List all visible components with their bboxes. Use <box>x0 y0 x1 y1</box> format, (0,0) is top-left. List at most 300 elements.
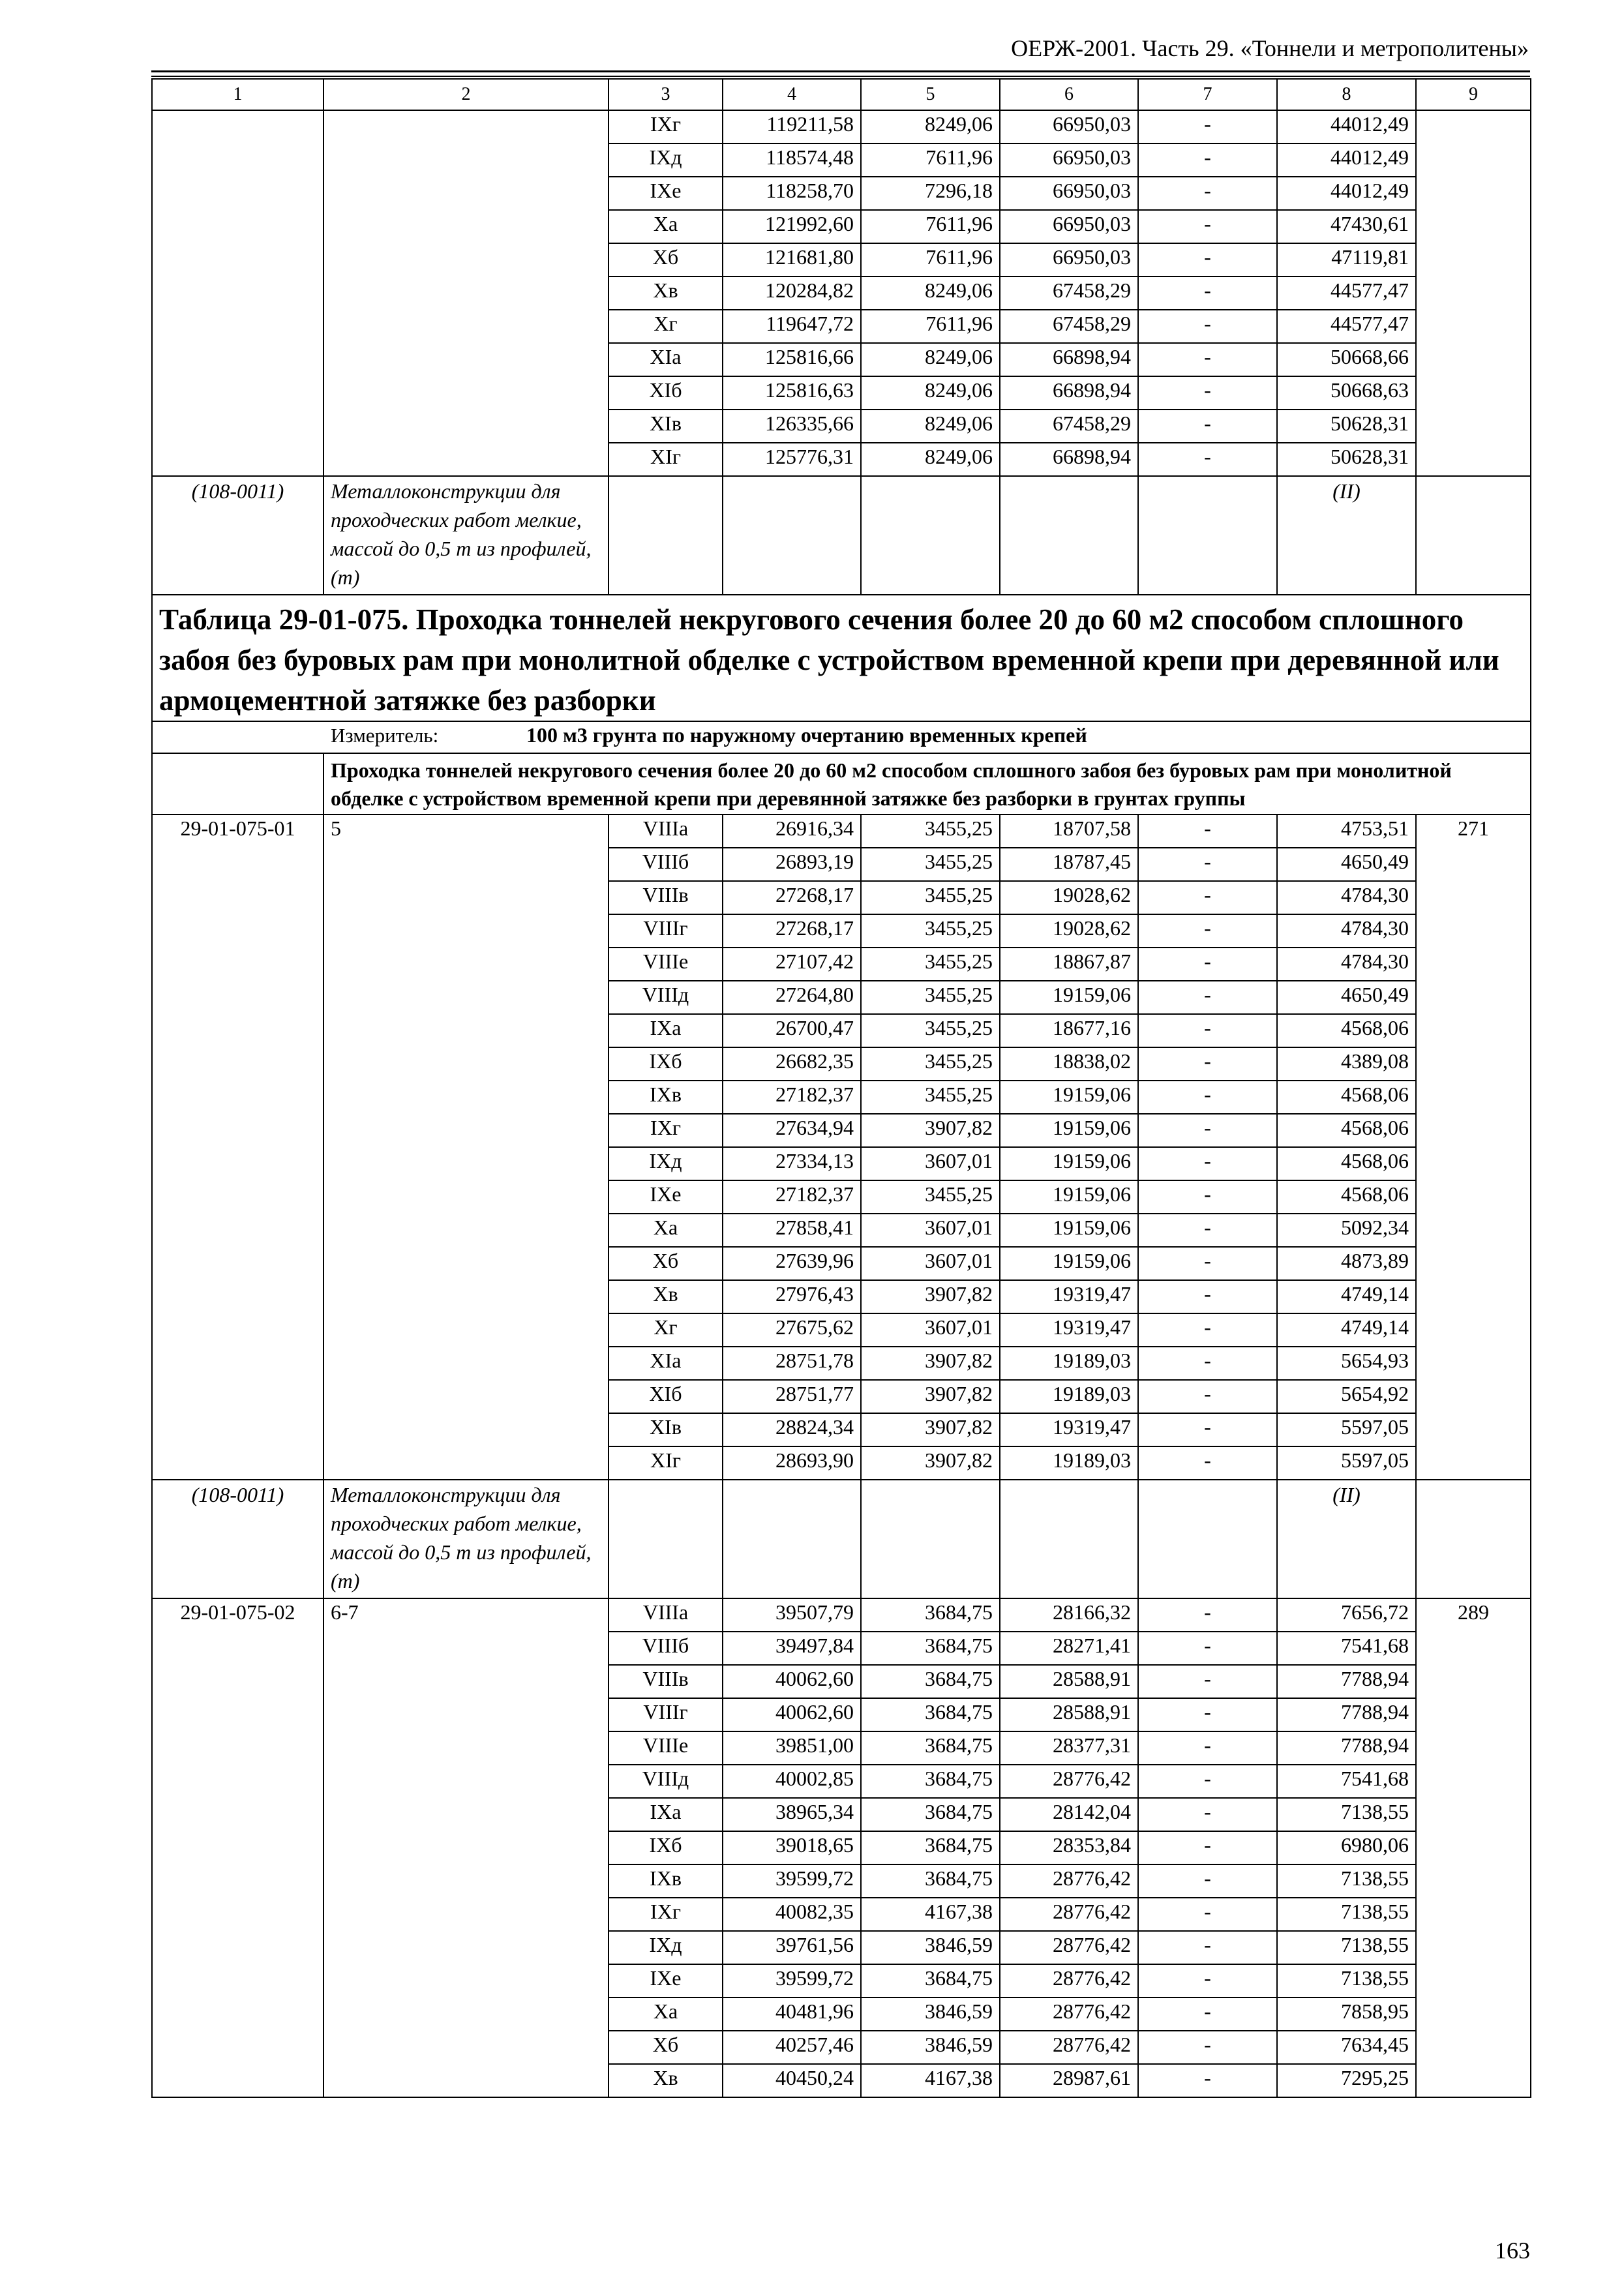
wages-cell: 3907,82 <box>861 1280 1000 1313</box>
machine-cost-cell: 28166,32 <box>1000 1598 1138 1632</box>
direct-cost-cell: 119647,72 <box>723 310 861 343</box>
soil-category-cell: IXг <box>609 110 723 143</box>
direct-cost-cell: 40257,46 <box>723 2031 861 2064</box>
wages-cell: 3907,82 <box>861 1347 1000 1380</box>
machine-cost-cell: 18707,58 <box>1000 815 1138 848</box>
soil-category-cell: IXе <box>609 177 723 210</box>
wages-cell: 3684,75 <box>861 1598 1000 1632</box>
driver-wages-cell: - <box>1138 1214 1277 1247</box>
materials-cost-cell: 4650,49 <box>1277 981 1416 1014</box>
driver-wages-cell: - <box>1138 1114 1277 1147</box>
empty-cell <box>861 476 1000 595</box>
driver-wages-cell: - <box>1138 881 1277 914</box>
driver-wages-cell: - <box>1138 1765 1277 1798</box>
direct-cost-cell: 40082,35 <box>723 1898 861 1931</box>
soil-category-cell: Xб <box>609 2031 723 2064</box>
measure-label: Измеритель: <box>331 724 439 747</box>
soil-category-cell: VIIIг <box>609 914 723 948</box>
soil-category-cell: IXе <box>609 1964 723 1997</box>
machine-cost-cell: 28776,42 <box>1000 1997 1138 2031</box>
direct-cost-cell: 120284,82 <box>723 277 861 310</box>
machine-cost-cell: 28776,42 <box>1000 1898 1138 1931</box>
wages-cell: 4167,38 <box>861 1898 1000 1931</box>
machine-cost-cell: 19159,06 <box>1000 1180 1138 1214</box>
soil-category-cell: IXд <box>609 1931 723 1964</box>
machine-cost-cell: 66898,94 <box>1000 443 1138 476</box>
wages-cell: 3846,59 <box>861 1997 1000 2031</box>
material-code: (108-0011) <box>152 476 323 595</box>
direct-cost-cell: 27268,17 <box>723 881 861 914</box>
soil-group: 6-7 <box>323 1598 609 2097</box>
soil-category-cell: VIIIб <box>609 848 723 881</box>
machine-cost-cell: 19319,47 <box>1000 1280 1138 1313</box>
direct-cost-cell: 28751,77 <box>723 1380 861 1413</box>
wages-cell: 3684,75 <box>861 1632 1000 1665</box>
soil-category-cell: Xб <box>609 1247 723 1280</box>
soil-category-cell: Xг <box>609 310 723 343</box>
soil-category-cell: IXе <box>609 1180 723 1214</box>
direct-cost-cell: 28751,78 <box>723 1347 861 1380</box>
soil-category-cell: Xг <box>609 1313 723 1347</box>
materials-cost-cell: 4749,14 <box>1277 1313 1416 1347</box>
rate-code: 29-01-075-01 <box>152 815 323 1480</box>
materials-cost-cell: 4568,06 <box>1277 1081 1416 1114</box>
material-code: (108-0011) <box>152 1480 323 1598</box>
machine-cost-cell: 18838,02 <box>1000 1047 1138 1081</box>
machine-cost-cell: 19159,06 <box>1000 981 1138 1014</box>
driver-wages-cell: - <box>1138 1964 1277 1997</box>
column-number: 6 <box>1000 79 1138 110</box>
materials-cost-cell: 50668,63 <box>1277 376 1416 410</box>
direct-cost-cell: 39018,65 <box>723 1831 861 1864</box>
soil-group: 5 <box>323 815 609 1480</box>
wages-cell: 3907,82 <box>861 1413 1000 1446</box>
machine-cost-cell: 19159,06 <box>1000 1214 1138 1247</box>
direct-cost-cell: 40002,85 <box>723 1765 861 1798</box>
empty-cell <box>1000 1480 1138 1598</box>
machine-cost-cell: 28353,84 <box>1000 1831 1138 1864</box>
soil-category-cell: Xв <box>609 2064 723 2097</box>
driver-wages-cell: - <box>1138 1347 1277 1380</box>
soil-category-cell: IXд <box>609 1147 723 1180</box>
table-title: Таблица 29-01-075. Проходка тоннелей некругового сечения более 20 до 60 м2 способом сплошного забоя без буровых рам при монолитной обделке с устройством временной крепи при деревянной или армоцементной затяжке без разборки <box>152 595 1531 721</box>
table-row <box>152 815 1531 848</box>
materials-cost-cell: 7541,68 <box>1277 1632 1416 1665</box>
driver-wages-cell: - <box>1138 948 1277 981</box>
column-number-row <box>152 79 1531 110</box>
driver-wages-cell: - <box>1138 1798 1277 1831</box>
materials-cost-cell: 6980,06 <box>1277 1831 1416 1864</box>
empty-cell <box>861 1480 1000 1598</box>
materials-cost-cell: 7634,45 <box>1277 2031 1416 2064</box>
wages-cell: 7611,96 <box>861 310 1000 343</box>
column-number: 2 <box>323 79 609 110</box>
wages-cell: 3455,25 <box>861 981 1000 1014</box>
soil-category-cell: IXг <box>609 1114 723 1147</box>
materials-cost-cell: 7138,55 <box>1277 1798 1416 1831</box>
column-number: 7 <box>1138 79 1277 110</box>
wages-cell: 8249,06 <box>861 443 1000 476</box>
driver-wages-cell: - <box>1138 1180 1277 1214</box>
wages-cell: 3455,25 <box>861 948 1000 981</box>
direct-cost-cell: 38965,34 <box>723 1798 861 1831</box>
materials-cost-cell: 44577,47 <box>1277 277 1416 310</box>
direct-cost-cell: 39507,79 <box>723 1598 861 1632</box>
labor-cell <box>1416 110 1531 476</box>
wages-cell: 7611,96 <box>861 210 1000 243</box>
soil-category-cell: XIа <box>609 343 723 376</box>
wages-cell: 3907,82 <box>861 1446 1000 1480</box>
materials-cost-cell: 50628,31 <box>1277 410 1416 443</box>
driver-wages-cell: - <box>1138 1831 1277 1864</box>
machine-cost-cell: 19028,62 <box>1000 914 1138 948</box>
empty-cell <box>1416 1480 1531 1598</box>
machine-cost-cell: 28588,91 <box>1000 1698 1138 1731</box>
direct-cost-cell: 40062,60 <box>723 1698 861 1731</box>
column-number: 8 <box>1277 79 1416 110</box>
machine-cost-cell: 67458,29 <box>1000 310 1138 343</box>
materials-cost-cell: 4873,89 <box>1277 1247 1416 1280</box>
machine-cost-cell: 66950,03 <box>1000 143 1138 177</box>
materials-cost-cell: 50628,31 <box>1277 443 1416 476</box>
soil-category-cell: Xб <box>609 243 723 277</box>
table-row <box>152 110 1531 143</box>
empty-cell <box>609 1480 723 1598</box>
code-cell <box>152 110 323 476</box>
wages-cell: 3684,75 <box>861 1765 1000 1798</box>
wages-cell: 3455,25 <box>861 1081 1000 1114</box>
direct-cost-cell: 40450,24 <box>723 2064 861 2097</box>
empty-cell <box>723 1480 861 1598</box>
direct-cost-cell: 118574,48 <box>723 143 861 177</box>
machine-cost-cell: 19159,06 <box>1000 1247 1138 1280</box>
running-header: ОЕРЖ-2001. Часть 29. «Тоннели и метрополитены» <box>1011 35 1529 61</box>
materials-cost-cell: 4784,30 <box>1277 881 1416 914</box>
materials-cost-cell: 5092,34 <box>1277 1214 1416 1247</box>
name-cell <box>323 110 609 476</box>
soil-category-cell: VIIIд <box>609 981 723 1014</box>
direct-cost-cell: 27268,17 <box>723 914 861 948</box>
machine-cost-cell: 28142,04 <box>1000 1798 1138 1831</box>
machine-cost-cell: 19159,06 <box>1000 1147 1138 1180</box>
materials-cost-cell: 4389,08 <box>1277 1047 1416 1081</box>
materials-cost-cell: 5654,93 <box>1277 1347 1416 1380</box>
machine-cost-cell: 28776,42 <box>1000 1765 1138 1798</box>
direct-cost-cell: 27182,37 <box>723 1180 861 1214</box>
direct-cost-cell: 27858,41 <box>723 1214 861 1247</box>
soil-category-cell: XIв <box>609 410 723 443</box>
machine-cost-cell: 19319,47 <box>1000 1313 1138 1347</box>
materials-cost-cell: 50668,66 <box>1277 343 1416 376</box>
driver-wages-cell: - <box>1138 1864 1277 1898</box>
materials-cost-cell: 7788,94 <box>1277 1698 1416 1731</box>
driver-wages-cell: - <box>1138 1997 1277 2031</box>
materials-cost-cell: 4568,06 <box>1277 1147 1416 1180</box>
driver-wages-cell: - <box>1138 410 1277 443</box>
machine-cost-cell: 28776,42 <box>1000 1964 1138 1997</box>
materials-cost-cell: 47119,81 <box>1277 243 1416 277</box>
wages-cell: 3684,75 <box>861 1798 1000 1831</box>
wages-cell: 3846,59 <box>861 2031 1000 2064</box>
driver-wages-cell: - <box>1138 110 1277 143</box>
wages-cell: 3455,25 <box>861 1014 1000 1047</box>
soil-category-cell: IXа <box>609 1798 723 1831</box>
wages-cell: 3684,75 <box>861 1698 1000 1731</box>
direct-cost-cell: 125816,63 <box>723 376 861 410</box>
direct-cost-cell: 28693,90 <box>723 1446 861 1480</box>
driver-wages-cell: - <box>1138 1247 1277 1280</box>
driver-wages-cell: - <box>1138 210 1277 243</box>
materials-cost-cell: 4753,51 <box>1277 815 1416 848</box>
materials-cost-cell: 44577,47 <box>1277 310 1416 343</box>
wages-cell: 3455,25 <box>861 848 1000 881</box>
wages-cell: 3607,01 <box>861 1147 1000 1180</box>
machine-cost-cell: 19159,06 <box>1000 1114 1138 1147</box>
material-row <box>152 1480 1531 1598</box>
column-number: 9 <box>1416 79 1531 110</box>
column-number: 3 <box>609 79 723 110</box>
materials-cost-cell: 4784,30 <box>1277 914 1416 948</box>
driver-wages-cell: - <box>1138 1632 1277 1665</box>
materials-cost-cell: 7138,55 <box>1277 1864 1416 1898</box>
machine-cost-cell: 19189,03 <box>1000 1446 1138 1480</box>
rates-table <box>151 78 1531 2098</box>
material-unit: (II) <box>1277 476 1416 595</box>
driver-wages-cell: - <box>1138 2064 1277 2097</box>
soil-category-cell: VIIIв <box>609 1665 723 1698</box>
table-row <box>152 1598 1531 1632</box>
direct-cost-cell: 27675,62 <box>723 1313 861 1347</box>
column-number: 4 <box>723 79 861 110</box>
header-rule <box>151 70 1530 72</box>
driver-wages-cell: - <box>1138 310 1277 343</box>
soil-category-cell: VIIIе <box>609 948 723 981</box>
materials-cost-cell: 7858,95 <box>1277 1997 1416 2031</box>
soil-category-cell: Xа <box>609 1214 723 1247</box>
direct-cost-cell: 27264,80 <box>723 981 861 1014</box>
table-title-row <box>152 595 1531 721</box>
wages-cell: 3684,75 <box>861 1964 1000 1997</box>
materials-cost-cell: 5597,05 <box>1277 1446 1416 1480</box>
direct-cost-cell: 39761,56 <box>723 1931 861 1964</box>
page-number: 163 <box>1495 2237 1530 2264</box>
soil-category-cell: IXа <box>609 1014 723 1047</box>
driver-wages-cell: - <box>1138 1313 1277 1347</box>
soil-category-cell: Xв <box>609 1280 723 1313</box>
driver-wages-cell: - <box>1138 1446 1277 1480</box>
machine-cost-cell: 66898,94 <box>1000 343 1138 376</box>
machine-cost-cell: 28987,61 <box>1000 2064 1138 2097</box>
direct-cost-cell: 27182,37 <box>723 1081 861 1114</box>
materials-cost-cell: 4650,49 <box>1277 848 1416 881</box>
driver-wages-cell: - <box>1138 1147 1277 1180</box>
materials-cost-cell: 7138,55 <box>1277 1931 1416 1964</box>
wages-cell: 8249,06 <box>861 110 1000 143</box>
direct-cost-cell: 125776,31 <box>723 443 861 476</box>
labor-cost: 289 <box>1416 1598 1531 2097</box>
soil-category-cell: Xа <box>609 1997 723 2031</box>
soil-category-cell: XIа <box>609 1347 723 1380</box>
direct-cost-cell: 26682,35 <box>723 1047 861 1081</box>
machine-cost-cell: 18867,87 <box>1000 948 1138 981</box>
driver-wages-cell: - <box>1138 1665 1277 1698</box>
machine-cost-cell: 28588,91 <box>1000 1665 1138 1698</box>
direct-cost-cell: 40062,60 <box>723 1665 861 1698</box>
empty-cell <box>609 476 723 595</box>
driver-wages-cell: - <box>1138 1731 1277 1765</box>
direct-cost-cell: 26700,47 <box>723 1014 861 1047</box>
direct-cost-cell: 27976,43 <box>723 1280 861 1313</box>
materials-cost-cell: 7138,55 <box>1277 1964 1416 1997</box>
soil-category-cell: XIб <box>609 376 723 410</box>
direct-cost-cell: 26893,19 <box>723 848 861 881</box>
materials-cost-cell: 4784,30 <box>1277 948 1416 981</box>
driver-wages-cell: - <box>1138 443 1277 476</box>
direct-cost-cell: 26916,34 <box>723 815 861 848</box>
soil-category-cell: VIIIа <box>609 1598 723 1632</box>
header-rule <box>151 76 1530 77</box>
wages-cell: 3684,75 <box>861 1864 1000 1898</box>
driver-wages-cell: - <box>1138 1280 1277 1313</box>
machine-cost-cell: 66950,03 <box>1000 110 1138 143</box>
soil-category-cell: IXд <box>609 143 723 177</box>
machine-cost-cell: 67458,29 <box>1000 277 1138 310</box>
wages-cell: 3907,82 <box>861 1380 1000 1413</box>
materials-cost-cell: 7788,94 <box>1277 1731 1416 1765</box>
soil-category-cell: Xв <box>609 277 723 310</box>
driver-wages-cell: - <box>1138 2031 1277 2064</box>
soil-category-cell: XIг <box>609 1446 723 1480</box>
driver-wages-cell: - <box>1138 914 1277 948</box>
driver-wages-cell: - <box>1138 1598 1277 1632</box>
wages-cell: 3455,25 <box>861 914 1000 948</box>
wages-cell: 7611,96 <box>861 143 1000 177</box>
driver-wages-cell: - <box>1138 981 1277 1014</box>
direct-cost-cell: 121992,60 <box>723 210 861 243</box>
driver-wages-cell: - <box>1138 815 1277 848</box>
materials-cost-cell: 4568,06 <box>1277 1180 1416 1214</box>
machine-cost-cell: 19159,06 <box>1000 1081 1138 1114</box>
material-name: Металлоконструкции для проходческих работ мелкие, массой до 0,5 т из профилей, (т) <box>323 1480 609 1598</box>
direct-cost-cell: 27107,42 <box>723 948 861 981</box>
materials-cost-cell: 5654,92 <box>1277 1380 1416 1413</box>
direct-cost-cell: 118258,70 <box>723 177 861 210</box>
wages-cell: 3907,82 <box>861 1114 1000 1147</box>
materials-cost-cell: 44012,49 <box>1277 177 1416 210</box>
machine-cost-cell: 28776,42 <box>1000 2031 1138 2064</box>
soil-category-cell: XIг <box>609 443 723 476</box>
machine-cost-cell: 19189,03 <box>1000 1380 1138 1413</box>
driver-wages-cell: - <box>1138 376 1277 410</box>
machine-cost-cell: 28776,42 <box>1000 1931 1138 1964</box>
driver-wages-cell: - <box>1138 1931 1277 1964</box>
labor-cost: 271 <box>1416 815 1531 1480</box>
measure-row <box>152 721 1531 753</box>
empty-cell <box>152 753 323 815</box>
soil-category-cell: VIIIе <box>609 1731 723 1765</box>
machine-cost-cell: 18677,16 <box>1000 1014 1138 1047</box>
soil-category-cell: VIIIд <box>609 1765 723 1798</box>
soil-category-cell: VIIIа <box>609 815 723 848</box>
machine-cost-cell: 18787,45 <box>1000 848 1138 881</box>
machine-cost-cell: 19319,47 <box>1000 1413 1138 1446</box>
wages-cell: 3455,25 <box>861 881 1000 914</box>
material-unit: (II) <box>1277 1480 1416 1598</box>
soil-category-cell: XIв <box>609 1413 723 1446</box>
driver-wages-cell: - <box>1138 243 1277 277</box>
soil-category-cell: IXв <box>609 1081 723 1114</box>
driver-wages-cell: - <box>1138 177 1277 210</box>
machine-cost-cell: 66950,03 <box>1000 177 1138 210</box>
material-row <box>152 476 1531 595</box>
wages-cell: 3607,01 <box>861 1214 1000 1247</box>
measure-value: 100 м3 грунта по наружному очертанию временных крепей <box>526 723 1087 747</box>
wages-cell: 3607,01 <box>861 1247 1000 1280</box>
materials-cost-cell: 44012,49 <box>1277 143 1416 177</box>
wages-cell: 3455,25 <box>861 1180 1000 1214</box>
direct-cost-cell: 126335,66 <box>723 410 861 443</box>
direct-cost-cell: 121681,80 <box>723 243 861 277</box>
wages-cell: 3846,59 <box>861 1931 1000 1964</box>
wages-cell: 8249,06 <box>861 376 1000 410</box>
wages-cell: 3455,25 <box>861 815 1000 848</box>
direct-cost-cell: 125816,66 <box>723 343 861 376</box>
direct-cost-cell: 39599,72 <box>723 1964 861 1997</box>
direct-cost-cell: 39851,00 <box>723 1731 861 1765</box>
machine-cost-cell: 66950,03 <box>1000 210 1138 243</box>
driver-wages-cell: - <box>1138 1413 1277 1446</box>
column-number: 1 <box>152 79 323 110</box>
machine-cost-cell: 67458,29 <box>1000 410 1138 443</box>
materials-cost-cell: 47430,61 <box>1277 210 1416 243</box>
machine-cost-cell: 66950,03 <box>1000 243 1138 277</box>
column-number: 5 <box>861 79 1000 110</box>
machine-cost-cell: 28776,42 <box>1000 1864 1138 1898</box>
direct-cost-cell: 27634,94 <box>723 1114 861 1147</box>
driver-wages-cell: - <box>1138 1898 1277 1931</box>
driver-wages-cell: - <box>1138 1081 1277 1114</box>
machine-cost-cell: 28271,41 <box>1000 1632 1138 1665</box>
machine-cost-cell: 19028,62 <box>1000 881 1138 914</box>
driver-wages-cell: - <box>1138 277 1277 310</box>
measure-cell <box>152 721 1531 753</box>
material-name: Металлоконструкции для проходческих работ мелкие, массой до 0,5 т из профилей, (т) <box>323 476 609 595</box>
direct-cost-cell: 39497,84 <box>723 1632 861 1665</box>
wages-cell: 3607,01 <box>861 1313 1000 1347</box>
materials-cost-cell: 4749,14 <box>1277 1280 1416 1313</box>
wages-cell: 3684,75 <box>861 1731 1000 1765</box>
empty-cell <box>723 476 861 595</box>
soil-category-cell: IXг <box>609 1898 723 1931</box>
wages-cell: 8249,06 <box>861 277 1000 310</box>
wages-cell: 8249,06 <box>861 410 1000 443</box>
materials-cost-cell: 7541,68 <box>1277 1765 1416 1798</box>
direct-cost-cell: 28824,34 <box>723 1413 861 1446</box>
description-row <box>152 753 1531 815</box>
driver-wages-cell: - <box>1138 1380 1277 1413</box>
materials-cost-cell: 5597,05 <box>1277 1413 1416 1446</box>
soil-category-cell: IXб <box>609 1831 723 1864</box>
wages-cell: 4167,38 <box>861 2064 1000 2097</box>
soil-category-cell: IXб <box>609 1047 723 1081</box>
materials-cost-cell: 44012,49 <box>1277 110 1416 143</box>
empty-cell <box>1138 1480 1277 1598</box>
driver-wages-cell: - <box>1138 848 1277 881</box>
soil-category-cell: VIIIб <box>609 1632 723 1665</box>
driver-wages-cell: - <box>1138 143 1277 177</box>
machine-cost-cell: 28377,31 <box>1000 1731 1138 1765</box>
wages-cell: 7611,96 <box>861 243 1000 277</box>
